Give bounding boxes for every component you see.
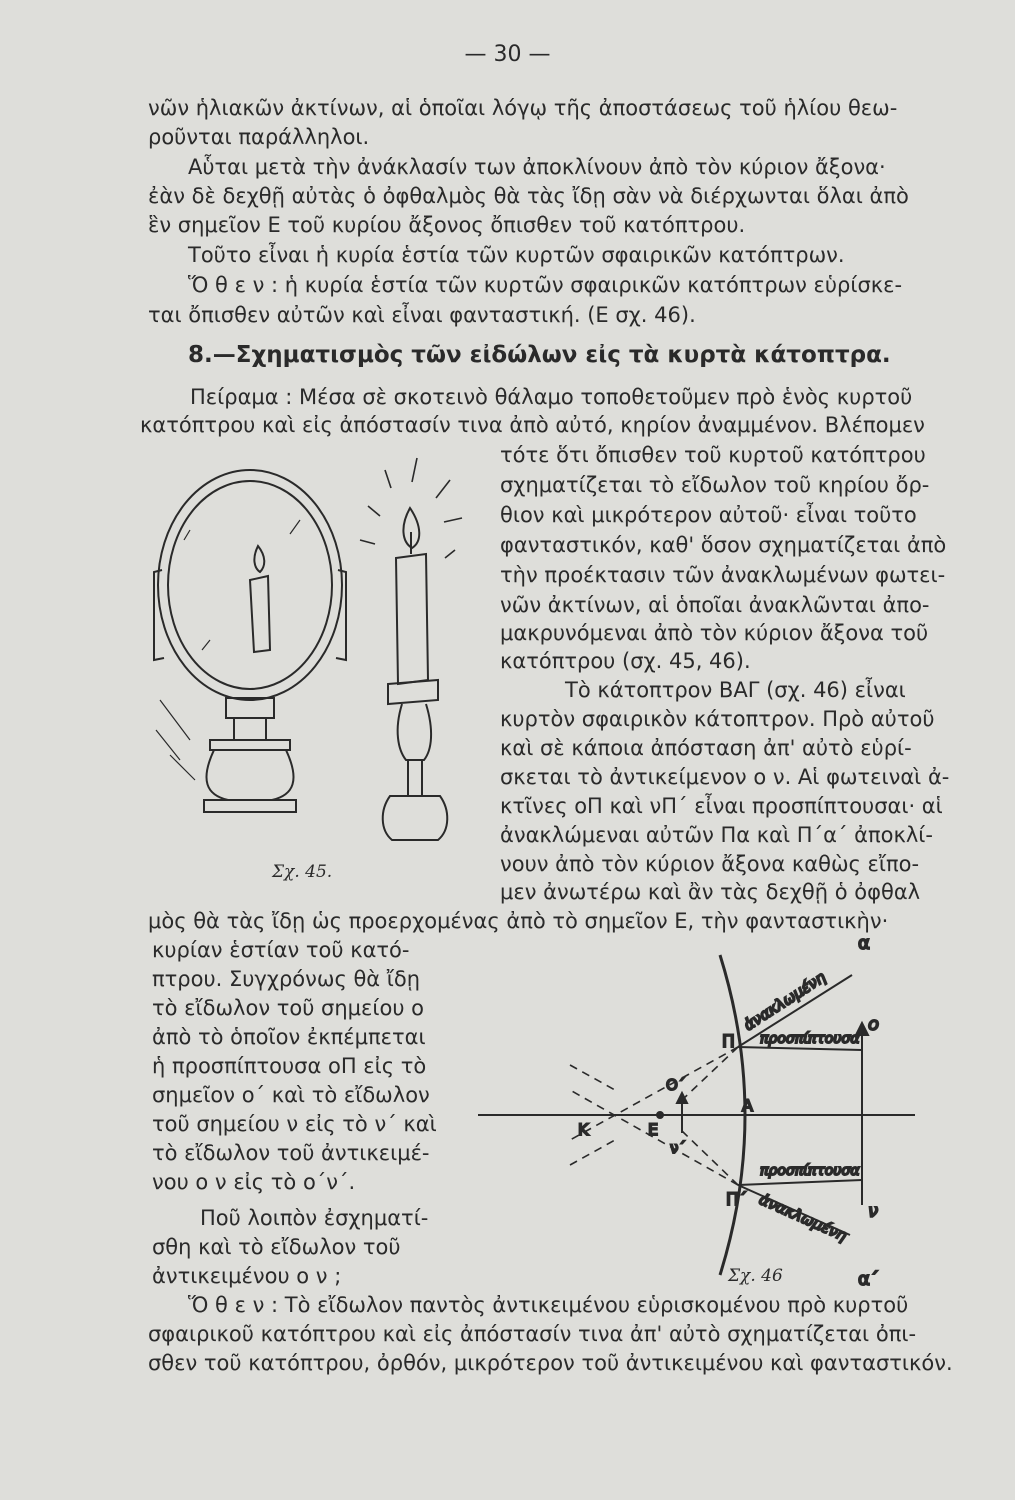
text-line: τοῦ σημείου ν εἰς τὸ ν΄ καὶ	[152, 1112, 437, 1136]
figure-46-caption: Σχ. 46	[728, 1266, 783, 1286]
label-v: ν	[868, 1201, 879, 1222]
text-line: Τοῦτο εἶναι ἡ κυρία ἑστία τῶν κυρτῶν σφαιρικῶν κατόπτρων.	[188, 243, 845, 267]
section-heading: 8.—Σχηματισμὸς τῶν εἰδώλων εἰς τὰ κυρτὰ κάτοπτρα.	[188, 342, 891, 368]
label-alpha: α	[858, 935, 870, 954]
label-A: Α	[742, 1096, 753, 1115]
candle	[383, 508, 448, 840]
text-line: σθεν τοῦ κατόπτρου, ὀρθόν, μικρότερον τοῦ ἀντικειμένου καὶ φανταστικόν.	[148, 1351, 953, 1375]
text-line: Ὅ θ ε ν : Τὸ εἴδωλον παντὸς ἀντικειμένου εὑρισκομένου πρὸ κυρτοῦ	[188, 1293, 909, 1317]
text-line: ἀνακλώμεναι αὐτῶν Πα καὶ Π΄α΄ ἀποκλί-	[500, 823, 933, 847]
text-line: μεν ἀνωτέρω καὶ ἂν τὰς δεχθῇ ὁ ὀφθαλ	[500, 880, 921, 904]
text-line: κατόπτρου καὶ εἰς ἀπόστασίν τινα ἀπὸ αὐτό, κηρίον ἀναμμένον. Βλέπομεν	[140, 413, 925, 437]
text-line: φανταστικόν, καθ' ὅσον σχηματίζεται ἀπὸ	[500, 533, 947, 557]
text-line: νῶν ἡλιακῶν ἀκτίνων, αἱ ὁποῖαι λόγῳ τῆς ἀποστάσεως τοῦ ἡλίου θεω-	[148, 96, 898, 120]
text-line: Πείραμα : Μέσα σὲ σκοτεινὸ θάλαμο τοποθετοῦμεν πρὸ ἑνὸς κυρτοῦ	[190, 385, 913, 409]
label-reflected-top: ἀνακλωμένη	[740, 968, 830, 1035]
label-o: ο	[868, 1014, 880, 1035]
text-line: σφαιρικοῦ κατόπτρου καὶ εἰς ἀπόστασίν τινα ἀπ' αὐτὸ σχηματίζεται ὀπι-	[148, 1322, 917, 1346]
text-line: κτῖνες οΠ καὶ νΠ΄ εἶναι προσπίπτουσαι· αἱ	[500, 794, 943, 818]
text-line: τότε ὅτι ὄπισθεν τοῦ κυρτοῦ κατόπτρου	[500, 443, 926, 467]
text-line: κατόπτρου (σχ. 45, 46).	[500, 649, 751, 673]
label-E: Ε	[648, 1120, 659, 1139]
mirror	[154, 470, 346, 812]
text-line: Ποῦ λοιπὸν ἐσχηματί-	[200, 1206, 429, 1230]
text-line: ται ὄπισθεν αὐτῶν καὶ εἶναι φανταστική. (Ε σχ. 46).	[148, 303, 696, 327]
text-line: καὶ σὲ κάποια ἀπόσταση ἀπ' αὐτὸ εὑρί-	[500, 736, 912, 760]
text-line: Αὗται μετὰ τὴν ἀνάκλασίν των ἀποκλίνουν ἀπὸ τὸν κύριον ἄξονα·	[188, 155, 886, 179]
text-line: τὴν προέκτασιν τῶν ἀνακλωμένων φωτει-	[500, 563, 946, 587]
text-line: ροῦνται παράλληλοι.	[148, 125, 370, 149]
text-line: σκεται τὸ ἀντικείμενον ο ν. Αἱ φωτειναὶ ἀ-	[500, 765, 950, 789]
text-line: ἡ προσπίπτουσα οΠ εἰς τὸ	[152, 1054, 427, 1078]
text-line: πτρου. Συγχρόνως θὰ ἴδῃ	[152, 967, 421, 991]
text-line: ἀντικειμένου ο ν ;	[152, 1264, 342, 1288]
figure-45-illustration	[150, 450, 480, 860]
text-line: Ὅ θ ε ν : ἡ κυρία ἑστία τῶν κυρτῶν σφαιρικῶν κατόπτρων εὑρίσκε-	[188, 273, 903, 297]
label-incident-bottom: προσπίπτουσα	[760, 1163, 860, 1179]
label-P: Π	[722, 1032, 735, 1052]
figure-46-diagram	[470, 935, 920, 1290]
label-K: Κ	[578, 1120, 589, 1139]
text-line: τὸ εἴδωλον τοῦ σημείου ο	[152, 996, 425, 1020]
label-v-prime: ν΄	[670, 1139, 686, 1157]
text-line: σθη καὶ τὸ εἴδωλον τοῦ	[152, 1235, 401, 1259]
text-line: Τὸ κάτοπτρον ΒΑΓ (σχ. 46) εἶναι	[565, 678, 906, 702]
label-incident-top: προσπίπτουσα	[760, 1031, 860, 1047]
text-line: νουν ἀπὸ τὸν κύριον ἄξονα καθὼς εἴπο-	[500, 852, 920, 876]
label-alpha-prime: α΄	[858, 1269, 879, 1290]
text-line: ἐὰν δὲ δεχθῇ αὐτὰς ὁ ὀφθαλμὸς θὰ τὰς ἴδῃ σὰν νὰ διέρχωνται ὅλαι ἀπὸ	[148, 184, 909, 208]
text-line: μακρυνόμεναι ἀπὸ τὸν κύριον ἄξονα τοῦ	[500, 621, 929, 645]
incident-ray-bottom	[738, 1180, 862, 1185]
text-line: σχηματίζεται τὸ εἴδωλον τοῦ κηρίου ὄρ-	[500, 473, 930, 497]
incident-ray-top	[738, 1047, 862, 1050]
text-line: ἓν σημεῖον Ε τοῦ κυρίου ἄξονος ὄπισθεν τοῦ κατόπτρου.	[148, 213, 746, 237]
label-reflected-bottom: ἀνακλωμένη	[756, 1190, 850, 1245]
text-line: θιον καὶ μικρότερον αὐτοῦ· εἶναι τοῦτο	[500, 503, 917, 527]
text-line: κυρίαν ἑστίαν τοῦ κατό-	[152, 938, 410, 962]
page-number: — 30 —	[464, 42, 551, 67]
label-o-prime: Ο΄	[666, 1076, 686, 1094]
figure-45-caption: Σχ. 45.	[272, 862, 333, 882]
text-line: κυρτὸν σφαιρικὸν κάτοπτρον. Πρὸ αὐτοῦ	[500, 707, 935, 731]
text-line: ἀπὸ τὸ ὁποῖον ἐκπέμπεται	[152, 1025, 426, 1049]
text-line: νου ο ν εἰς τὸ ο΄ν΄.	[152, 1170, 356, 1194]
text-line: τὸ εἴδωλον τοῦ ἀντικειμέ-	[152, 1141, 430, 1165]
text-line: σημεῖον ο΄ καὶ τὸ εἴδωλον	[152, 1083, 430, 1107]
text-line: μὸς θὰ τὰς ἴδῃ ὡς προερχομένας ἀπὸ τὸ σημεῖον Ε, τὴν φανταστικὴν·	[148, 909, 889, 933]
label-P-prime: Π΄	[726, 1190, 748, 1210]
text-line: νῶν ἀκτίνων, αἱ ὁποῖαι ἀνακλῶνται ἀπο-	[500, 593, 930, 617]
